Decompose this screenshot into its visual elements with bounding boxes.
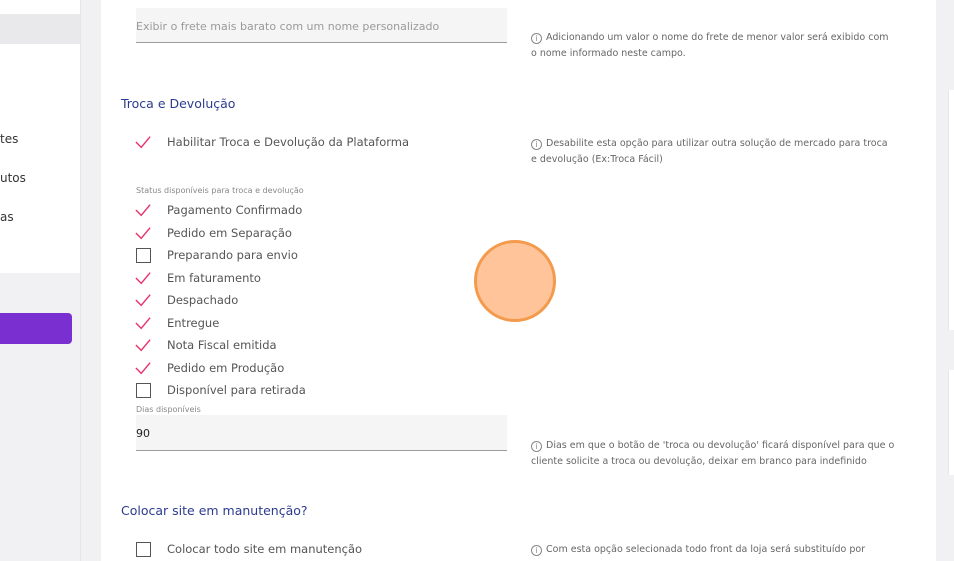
status-option[interactable] <box>135 291 238 309</box>
enable-troca-label: Habilitar Troca e Devolução da Plataforma <box>167 135 410 149</box>
side-panel-edge <box>948 90 954 330</box>
checkbox-empty <box>136 248 151 263</box>
maintenance-checkbox[interactable] <box>135 540 362 558</box>
status-option-label: Entregue <box>167 315 220 330</box>
info-icon: i <box>531 139 542 150</box>
check-icon <box>135 360 151 376</box>
status-option[interactable] <box>135 314 219 332</box>
frete-hint <box>531 30 891 62</box>
status-option-label: Preparando para envio <box>167 248 298 262</box>
status-option-label: Disponível para retirada <box>167 383 306 397</box>
status-option[interactable] <box>135 201 302 219</box>
days-label: Dias disponíveis <box>136 405 201 414</box>
sidebar-action-button[interactable] <box>0 313 72 344</box>
check-icon <box>135 202 151 218</box>
sidebar-active-item[interactable] <box>0 14 80 44</box>
days-input-value: 90 <box>136 427 150 440</box>
info-icon: i <box>531 33 542 44</box>
sidebar <box>0 0 81 561</box>
section-title-troca: Troca e Devolução <box>121 96 236 111</box>
status-option-label: Pedido em Produção <box>167 360 285 375</box>
enable-troca-hint <box>531 136 891 168</box>
sidebar-item-label[interactable]: utos <box>0 171 26 185</box>
sidebar-item-label[interactable]: as <box>0 210 14 224</box>
maintenance-hint-text: Com esta opção selecionada todo front da loja será substituído por <box>546 544 866 555</box>
days-input[interactable] <box>136 415 507 451</box>
status-option-label: Pedido em Separação <box>167 225 292 240</box>
checkbox-empty <box>136 542 151 557</box>
status-option[interactable] <box>135 359 284 377</box>
status-option-label: Pagamento Confirmado <box>167 203 303 217</box>
check-icon <box>135 225 151 241</box>
frete-hint-text: Adicionando um valor o nome do frete de menor valor será exibido com o nome informado neste campo. <box>531 32 889 59</box>
status-option[interactable] <box>135 381 306 399</box>
check-icon <box>135 337 151 353</box>
status-option[interactable] <box>135 269 261 287</box>
checkbox-empty <box>136 383 151 398</box>
days-hint <box>531 438 906 470</box>
status-list-label: Status disponíveis para troca e devolução <box>136 186 304 195</box>
status-option[interactable] <box>135 336 277 354</box>
info-icon: i <box>531 545 542 556</box>
section-title-manutencao: Colocar site em manutenção? <box>121 503 308 518</box>
sidebar-item-label[interactable]: tes <box>0 132 19 146</box>
check-icon <box>135 315 151 331</box>
check-icon <box>135 292 151 308</box>
click-indicator <box>474 240 556 322</box>
status-option-label: Em faturamento <box>167 270 261 285</box>
frete-name-placeholder: Exibir o frete mais barato com um nome personalizado <box>136 20 440 33</box>
check-icon <box>135 270 151 286</box>
status-option-label: Despachado <box>167 293 239 307</box>
maintenance-label: Colocar todo site em manutenção <box>167 542 363 556</box>
frete-name-input[interactable] <box>136 8 507 43</box>
status-option-label: Nota Fiscal emitida <box>167 338 277 352</box>
enable-troca-checkbox[interactable] <box>135 133 409 151</box>
status-option[interactable] <box>135 246 298 264</box>
status-option[interactable] <box>135 224 292 242</box>
days-hint-text: Dias em que o botão de 'troca ou devolução' ficará disponível para que o cliente solicite a troca ou devolução, deixar em branco para indefinido <box>531 440 895 467</box>
info-icon: i <box>531 441 542 452</box>
enable-troca-hint-text: Desabilite esta opção para utilizar outra solução de mercado para troca e devolução (Ex:Troca Fácil) <box>531 138 888 165</box>
maintenance-hint <box>531 542 906 558</box>
check-icon <box>135 134 151 150</box>
side-panel-edge <box>948 370 954 475</box>
